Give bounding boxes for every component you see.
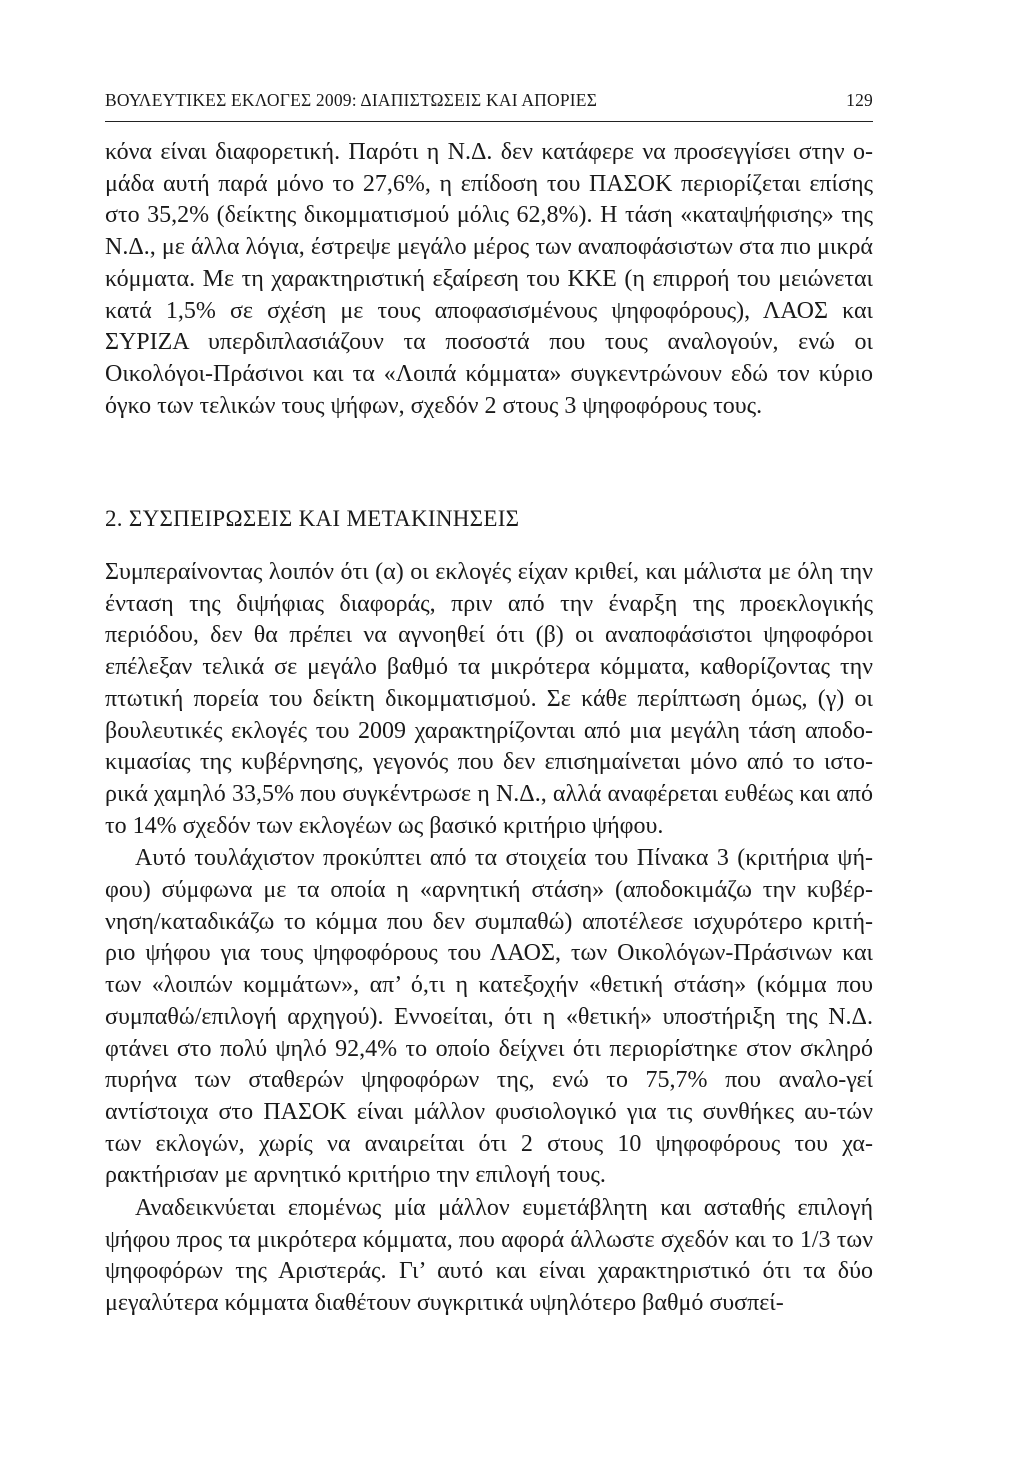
paragraph-volatile-vote: Αναδεικνύεται επομένως μία μάλλον ευμετάβλητη και ασταθής επιλογή ψήφου προς τα μικρότερα κόμματα, που αφορά άλλωστε σχεδόν και το 1/3 των ψηφοφόρων της Αριστεράς. Γι’ αυτό και είναι χαρακτηριστικό ότι τα δύο μεγαλύτερα κόμματα διαθέτουν συγκριτικά υψηλότερο βαθμό συσπεί-	[105, 1195, 873, 1317]
paragraph-table-criteria: Αυτό τουλάχιστον προκύπτει από τα στοιχεία του Πίνακα 3 (κριτήρια ψή-φου) σύμφωνα με τα οποία η «αρνητική στάση» (αποδοκιμάζω την κυβέρ-νηση/καταδικάζω το κόμμα που δεν συμπαθώ) αποτέλεσε ισχυρότερο κριτή-ριο ψήφου για τους ψηφοφόρους του ΛΑΟΣ, των Οικολόγων-Πράσινων και των «λοιπών κομμάτων», απ’ ό,τι η κατεξοχήν «θετική στάση» (κόμμα που συμπαθώ/επιλογή αρχηγού). Εννοείται, ότι η «θετική» υποστήριξη της Ν.Δ. φτάνει στο πολύ ψηλό 92,4% το οποίο δείχνει ότι περιορίστηκε στον σκληρό πυρήνα των σταθερών ψηφοφόρων της, ενώ το 75,7% που αναλο-γεί αντίστοιχα στο ΠΑΣΟΚ είναι μάλλον φυσιολογικό για τις συνθήκες αυ-τών των εκλογών, χωρίς να αναιρείται ότι 2 στους 10 ψηφοφόρους του χα-ρακτήρισαν με αρνητικό κριτήριο την επιλογή τους.	[105, 845, 873, 1189]
header-rule	[105, 121, 873, 122]
opening-text-block	[105, 137, 873, 422]
running-header	[105, 90, 873, 111]
section-text-block	[105, 557, 873, 1320]
opening-paragraph: κόνα είναι διαφορετική. Παρότι η Ν.Δ. δεν κατάφερε να προσεγγίσει στην ο-μάδα αυτή παρά μόνο το 27,6%, η επίδοση του ΠΑΣΟΚ περιορίζεται επίσης στο 35,2% (δείκτης δικομματισμού μόλις 62,8%). Η τάση «καταψήφισης» της Ν.Δ., με άλλα λόγια, έστρεψε μεγάλο μέρος των αναποφάσιστων στα πιο μικρά κόμματα. Με τη χαρακτηριστική εξαίρεση του ΚΚΕ (η επιρροή του μειώνεται κατά 1,5% σε σχέση με τους αποφασισμένους ψηφοφόρους), ΛΑΟΣ και ΣΥΡΙΖΑ υπερδιπλασιάζουν τα ποσοστά που τους αναλογούν, ενώ οι Οικολόγοι-Πράσινοι και τα «Λοιπά κόμματα» συγκεντρώνουν εδώ τον κύριο όγκο των τελικών τους ψήφων, σχεδόν 2 στους 3 ψηφοφόρους τους.	[105, 139, 873, 419]
page-number: 129	[846, 90, 873, 110]
section-heading: 2. ΣΥΣΠΕΙΡΩΣΕΙΣ ΚΑΙ ΜΕΤΑΚΙΝΗΣΕΙΣ	[105, 506, 520, 531]
paragraph-conclusions: Συμπεραίνοντας λοιπόν ότι (α) οι εκλογές είχαν κριθεί, και μάλιστα με όλη την ένταση της διψήφιας διαφοράς, πριν από την έναρξη της προεκλογικής περιόδου, δεν θα πρέπει να αγνοηθεί ότι (β) οι αναποφάσιστοι ψηφοφόροι επέλεξαν τελικά σε μεγάλο βαθμό τα μικρότερα κόμματα, καθορίζοντας την πτωτική πορεία του δείκτη δικομματισμού. Σε κάθε περίπτωση όμως, (γ) οι βουλευτικές εκλογές του 2009 χαρακτηρίζονται από μια μεγάλη τάση αποδο-κιμασίας της κυβέρνησης, γεγονός που δεν επισημαίνεται μόνο από το ιστο-ρικά χαμηλό 33,5% που συγκέντρωσε η Ν.Δ., αλλά αναφέρεται ευθέως και από το 14% σχεδόν των εκλογέων ως βασικό κριτήριο ψήφου.	[105, 559, 873, 839]
running-title: ΒΟΥΛΕΥΤΙΚΕΣ ΕΚΛΟΓΕΣ 2009: ΔΙΑΠΙΣΤΩΣΕΙΣ ΚΑΙ ΑΠΟΡΙΕΣ	[105, 90, 598, 110]
